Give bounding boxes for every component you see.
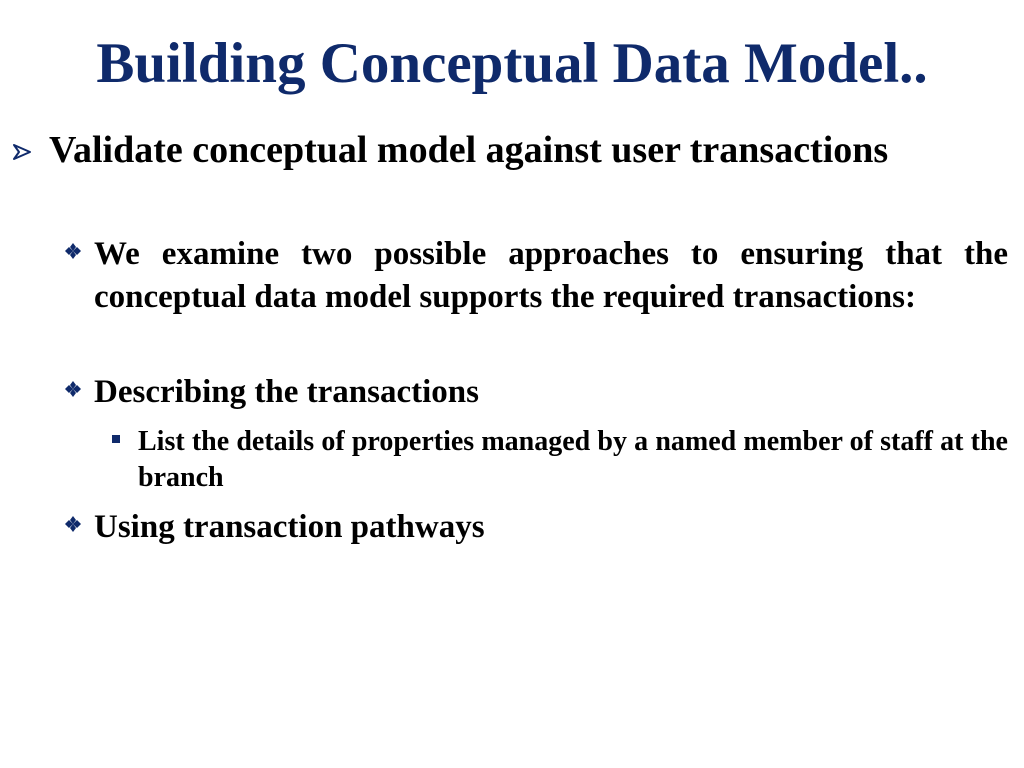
bullet-level1: [12, 127, 1008, 173]
bullet-text: Using transaction pathways: [94, 509, 485, 545]
square-bullet-icon: [112, 435, 120, 443]
diamond-bullet-icon: [64, 515, 82, 536]
bullet-level2: [64, 233, 1008, 319]
bullet-level2: [64, 371, 1008, 414]
bullet-level3: [112, 424, 1008, 496]
bullet-text: Validate conceptual model against user transactions: [49, 129, 889, 171]
bullet-text: List the details of properties managed by a named member of staff at the branch: [138, 426, 1008, 493]
slide-title: Building Conceptual Data Model..: [96, 32, 928, 95]
bullet-text: We examine two possible approaches to ensuring that the conceptual data model supports the required transactions:: [94, 236, 1008, 315]
diamond-bullet-icon: [64, 380, 82, 401]
bullet-text: Describing the transactions: [94, 374, 479, 410]
arrow-bullet-icon: [12, 143, 34, 161]
diamond-bullet-icon: [64, 242, 82, 263]
bullet-level2: [64, 506, 1008, 549]
